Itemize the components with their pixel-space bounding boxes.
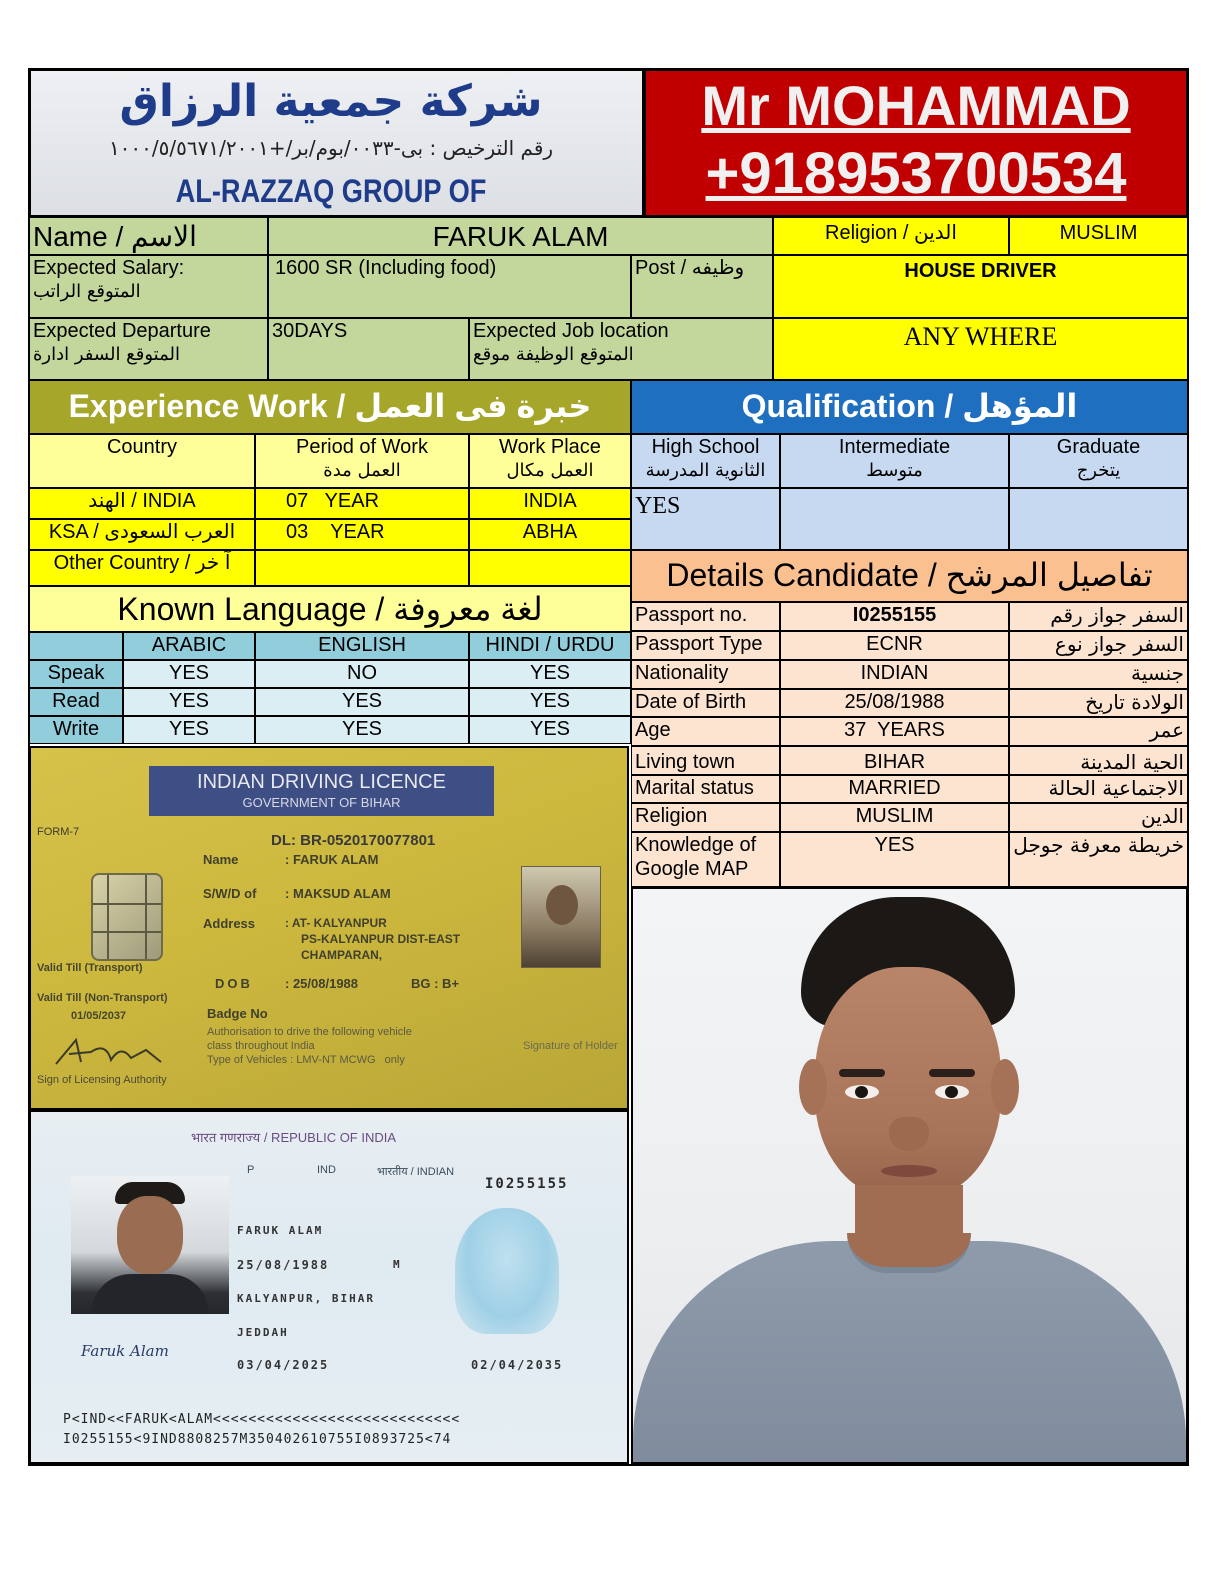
licence-address-line2: PS-KALYANPUR DIST-EAST: [301, 932, 461, 946]
licence-holder-photo: [521, 866, 601, 968]
licence-dob: : 25/08/1988: [285, 976, 359, 991]
licence-authority-signature-icon: [51, 1032, 191, 1072]
detail-label: Date of Birth: [631, 689, 780, 717]
language-value: YES: [469, 688, 631, 716]
experience-row-period: 03 YEAR: [255, 519, 469, 550]
detail-arabic: خريطة معرفة جوجل: [1009, 832, 1188, 887]
salary-label-arabic: المتوقع الراتب: [33, 281, 141, 302]
detail-label: Passport Type: [631, 631, 780, 660]
licence-title: INDIAN DRIVING LICENCE: [197, 771, 446, 793]
language-value: YES: [469, 660, 631, 688]
portrait-brow-right: [929, 1069, 975, 1077]
high-school-english: High School: [651, 436, 760, 458]
contact-panel: [644, 69, 1188, 217]
detail-value: MUSLIM: [780, 803, 1009, 832]
experience-row-country: KSA / العرب السعودى: [29, 519, 255, 550]
passport-mrz-line1: P<IND<<FARUK<ALAM<<<<<<<<<<<<<<<<<<<<<<<<<<<<: [63, 1412, 461, 1427]
passport-date-of-issue: 03/04/2025: [237, 1358, 330, 1372]
portrait-nose: [889, 1117, 929, 1151]
licence-valid-non-transport: Valid Till (Non-Transport): [37, 992, 168, 1004]
departure-label-english: Expected Departure: [33, 320, 211, 342]
licence-chip-icon: [91, 873, 163, 961]
experience-row-place: INDIA: [469, 488, 631, 519]
location-label-arabic: المتوقع الوظيفة موقع: [473, 344, 634, 365]
licence-authority-signature-label: Sign of Licensing Authority: [37, 1074, 167, 1086]
religion-value: MUSLIM: [1009, 217, 1188, 255]
detail-label: Religion: [631, 803, 780, 832]
detail-label: Living town: [631, 746, 780, 775]
experience-row-period: [255, 550, 469, 586]
qualification-col-high-school: [631, 434, 780, 488]
religion-label: Religion / الدين: [773, 217, 1009, 255]
language-value: YES: [255, 716, 469, 744]
qualification-intermediate-value: [780, 488, 1009, 550]
language-corner: [29, 632, 123, 660]
language-col-english: ENGLISH: [255, 632, 469, 660]
detail-value: YES: [780, 832, 1009, 887]
candidate-portrait: [631, 887, 1188, 1464]
detail-label: Passport no.: [631, 602, 780, 631]
detail-value: I0255155: [780, 602, 1009, 631]
detail-value: 37 YEARS: [780, 717, 1009, 746]
detail-label: Nationality: [631, 660, 780, 689]
passport-type: P: [247, 1164, 255, 1176]
location-label-english: Expected Job location: [473, 320, 669, 342]
detail-label: Age: [631, 717, 780, 746]
language-row-label: Write: [29, 716, 123, 744]
contact-name: Mr MOHAMMAD: [701, 74, 1131, 137]
detail-arabic: عمر: [1009, 717, 1188, 746]
license-number-arabic: رقم الترخيص : بى-٠٠٣٣/بوم/بر/+١٠٠٠/٥/٥٦٧١/٢٠٠١: [108, 136, 554, 160]
portrait-shirt: [633, 1241, 1186, 1464]
passport-ghost-photo: [455, 1208, 559, 1334]
experience-title: Experience Work / خبرة فى العمل: [29, 380, 631, 434]
qualification-col-graduate: [1009, 434, 1188, 488]
intermediate-arabic: متوسط: [866, 460, 923, 481]
detail-label: Marital status: [631, 775, 780, 803]
period-col-english: Period of Work: [296, 436, 428, 458]
company-name-english: AL-RAZZAQ GROUP OF: [175, 173, 487, 209]
header-logo-panel: [29, 69, 644, 217]
licence-header-band: [149, 766, 494, 816]
licence-swd-label: S/W/D of: [203, 886, 257, 901]
place-col-arabic: العمل مكال: [506, 460, 594, 481]
experience-col-period: [255, 434, 469, 488]
detail-value: INDIAN: [780, 660, 1009, 689]
portrait-eye-left: [845, 1085, 879, 1099]
passport-code: IND: [317, 1164, 336, 1176]
language-col-arabic: ARABIC: [123, 632, 255, 660]
language-value: YES: [123, 688, 255, 716]
portrait-eye-right: [935, 1085, 969, 1099]
licence-subtitle: GOVERNMENT OF BIHAR: [242, 795, 401, 810]
detail-arabic: السفر جواز رقم: [1009, 602, 1188, 631]
passport-given-name: FARUK ALAM: [237, 1224, 324, 1237]
name-label: Name / الاسم: [29, 217, 268, 255]
detail-value: BIHAR: [780, 746, 1009, 775]
licence-auth-line2: class throughout India: [207, 1040, 315, 1052]
language-title: Known Language / لغة معروفة: [29, 586, 631, 632]
detail-arabic: الدين: [1009, 803, 1188, 832]
salary-label: [29, 255, 268, 318]
passport-nationality: भारतीय / INDIAN: [377, 1166, 455, 1178]
portrait-ear-right: [991, 1059, 1019, 1115]
language-row-label: Read: [29, 688, 123, 716]
passport-mrz-line2: I0255155<9IND8808257M350402610755I0893725<74: [63, 1432, 452, 1447]
licence-address-line1: : AT- KALYANPUR: [285, 916, 387, 930]
qualification-title: Qualification / المؤهل: [631, 380, 1188, 434]
language-value: YES: [123, 660, 255, 688]
passport-signature: Faruk Alam: [81, 1342, 169, 1360]
qualification-high-school-value: YES: [631, 488, 780, 550]
portrait-brow-left: [839, 1069, 885, 1077]
experience-col-place: [469, 434, 631, 488]
experience-row-place: ABHA: [469, 519, 631, 550]
licence-swd: : MAKSUD ALAM: [285, 886, 391, 901]
departure-label: [29, 318, 268, 380]
passport-photo: [71, 1176, 229, 1314]
salary-value: 1600 SR (Including food): [268, 255, 631, 318]
licence-form-label: FORM-7: [37, 826, 80, 838]
licence-address-label: Address: [203, 916, 256, 931]
detail-arabic: الولادة تاريخ: [1009, 689, 1188, 717]
experience-col-country: Country: [29, 434, 255, 488]
experience-row-place: [469, 550, 631, 586]
departure-label-arabic: المتوقع السفر ادارة: [33, 344, 180, 365]
language-col-hindi-urdu: HINDI / URDU: [469, 632, 631, 660]
passport-place-of-issue: JEDDAH: [237, 1326, 289, 1339]
place-col-english: Work Place: [499, 436, 601, 458]
passport-sex: M: [393, 1258, 400, 1271]
high-school-arabic: الثانوية المدرسة: [645, 460, 766, 481]
contact-phone: +918953700534: [705, 141, 1127, 206]
experience-row-country: الهند / INDIA: [29, 488, 255, 519]
detail-value: MARRIED: [780, 775, 1009, 803]
portrait-ear-left: [799, 1059, 827, 1115]
licence-badge: Badge No: [207, 1006, 268, 1021]
graduate-arabic: يتخرج: [1076, 460, 1121, 481]
experience-row-country: Other Country / آ خر: [29, 550, 255, 586]
name-value: FARUK ALAM: [268, 217, 773, 255]
passport-image: [29, 1110, 629, 1464]
portrait-mouth: [881, 1165, 937, 1177]
language-value: YES: [255, 688, 469, 716]
licence-blood-group: BG : B+: [411, 976, 460, 991]
language-row-label: Speak: [29, 660, 123, 688]
departure-value: 30DAYS: [268, 318, 469, 380]
detail-arabic: الحية المدينة: [1009, 746, 1188, 775]
detail-label: Knowledge of Google MAP: [631, 832, 780, 887]
licence-auth-line3: Type of Vehicles : LMV-NT MCWG only: [207, 1054, 405, 1066]
detail-arabic: الاجتماعية الحالة: [1009, 775, 1188, 803]
details-title: Details Candidate / تفاصيل المرشح: [631, 550, 1188, 602]
licence-valid-transport: Valid Till (Transport): [37, 962, 143, 974]
licence-dob-label: DOB: [215, 976, 253, 991]
graduate-english: Graduate: [1056, 436, 1141, 458]
language-value: NO: [255, 660, 469, 688]
experience-row-period: 07 YEAR: [255, 488, 469, 519]
licence-valid-date: 01/05/2037: [71, 1010, 127, 1022]
detail-value: 25/08/1988: [780, 689, 1009, 717]
passport-date-of-expiry: 02/04/2035: [471, 1358, 564, 1372]
period-col-arabic: العمل مدة: [323, 460, 401, 481]
language-value: YES: [469, 716, 631, 744]
qualification-col-intermediate: [780, 434, 1009, 488]
licence-auth-line1: Authorisation to drive the following vehicle: [207, 1026, 412, 1038]
company-name-arabic: شركة جمعية الرزاق: [119, 76, 543, 127]
passport-number: I0255155: [485, 1176, 569, 1192]
intermediate-english: Intermediate: [838, 436, 951, 458]
passport-header: भारत गणराज्य / REPUBLIC OF INDIA: [191, 1130, 397, 1145]
location-value: ANY WHERE: [773, 318, 1188, 380]
detail-value: ECNR: [780, 631, 1009, 660]
location-label: [469, 318, 773, 380]
licence-dl-number: DL: BR-0520170077801: [271, 832, 436, 849]
detail-arabic: جنسية: [1009, 660, 1188, 689]
driving-licence-image: [29, 746, 629, 1110]
passport-dob: 25/08/1988: [237, 1258, 330, 1272]
licence-name-label: Name: [203, 852, 239, 867]
passport-place-of-birth: KALYANPUR, BIHAR: [237, 1292, 375, 1305]
licence-holder-signature-label: Signature of Holder: [523, 1040, 618, 1052]
language-value: YES: [123, 716, 255, 744]
qualification-graduate-value: [1009, 488, 1188, 550]
licence-address-line3: CHAMPARAN,: [301, 948, 383, 962]
post-label: Post / وظيفه: [631, 255, 773, 318]
licence-name: : FARUK ALAM: [285, 852, 379, 867]
salary-label-english: Expected Salary:: [33, 257, 185, 279]
post-value: HOUSE DRIVER: [773, 255, 1188, 318]
detail-arabic: السفر جواز نوع: [1009, 631, 1188, 660]
